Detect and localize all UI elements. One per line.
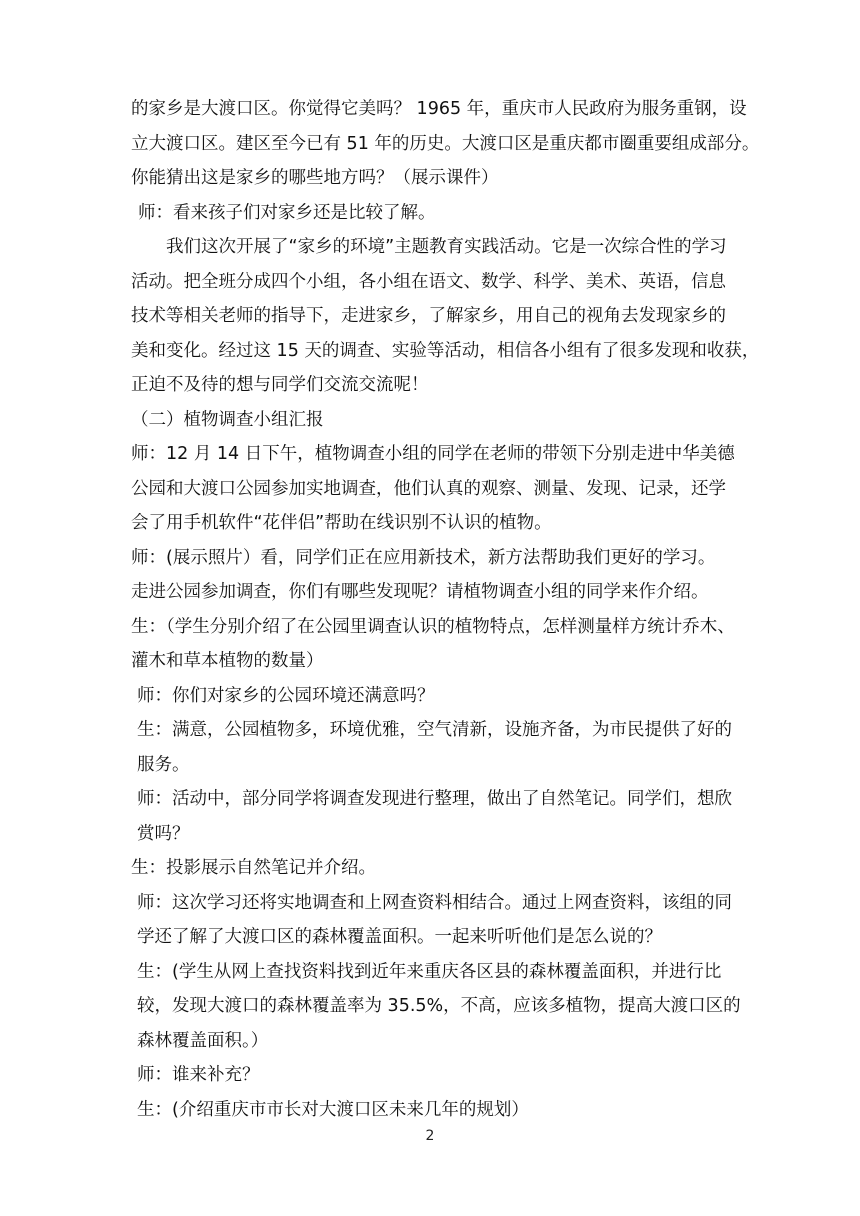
page-number: 2	[425, 1128, 435, 1144]
text-line: 技术等相关老师的指导下，走进家乡，了解家乡，用自己的视角去发现家乡的	[131, 306, 726, 326]
text-line: 师：(展示照片）看，同学们正在应用新技术，新方法帮助我们更好的学习。	[131, 547, 716, 568]
text-line: 灌木和草本植物的数量）	[131, 651, 324, 671]
text-line: 会了用手机软件“花伴侣”帮助在线识别不认识的植物。	[131, 513, 552, 533]
text-line: 立大渡口区。建区至今已有 51 年的历史。大渡口区是重庆都市圈重要组成部分。	[131, 133, 760, 154]
text-line: 你能猜出这是家乡的哪些地方吗？（展示课件）	[131, 168, 499, 188]
text-line: 师：你们对家乡的公园环境还满意吗？	[137, 685, 435, 706]
text-line: 活动。把全班分成四个小组，各小组在语文、数学、科学、美术、英语，信息	[131, 271, 726, 292]
text-line: 森林覆盖面积。）	[137, 1030, 269, 1051]
text-line: 较，发现大渡口的森林覆盖率为 35.5%，不高，应该多植物，提高大渡口区的	[137, 996, 741, 1016]
text-line: 正迫不及待的想与同学们交流交流呢！	[131, 375, 429, 395]
text-line: 师：看来孩子们对家乡还是比较了解。	[138, 202, 436, 223]
text-line: 学还了解了大渡口区的森林覆盖面积。一起来听听他们是怎么说的？	[137, 927, 662, 947]
text-line: 赏吗？	[137, 823, 190, 844]
text-line: 公园和大渡口公园参加实地调查，他们认真的观察、测量、发现、记录，还学	[131, 478, 726, 499]
text-line: 服务。	[137, 754, 190, 775]
text-line: 师：这次学习还将实地调查和上网查资料相结合。通过上网查资料，该组的同	[137, 892, 732, 913]
text-line: 的家乡是大渡口区。你觉得它美吗？ 1965 年，重庆市人民政府为服务重钢，设	[131, 99, 747, 119]
text-line: 师：活动中，部分同学将调查发现进行整理，做出了自然笔记。同学们，想欣	[137, 789, 732, 809]
text-line: 生：投影展示自然笔记并介绍。	[131, 858, 376, 878]
text-line: 走进公园参加调查，你们有哪些发现呢？请植物调查小组的同学来作介绍。	[131, 582, 709, 602]
text-line: 美和变化。经过这 15 天的调查、实验等活动，相信各小组有了很多发现和收获，	[131, 340, 760, 361]
text-line: 生：（学生分别介绍了在公园里调查认识的植物特点，怎样测量样方统计乔木、	[131, 616, 735, 637]
text-line: 师：12 月 14 日下午，植物调查小组的同学在老师的带领下分别走进中华美德	[131, 444, 735, 464]
paragraph-start-line: 我们这次开展了“家乡的环境”主题教育实践活动。它是一次综合性的学习	[166, 237, 727, 257]
text-line: 生：满意，公园植物多，环境优雅，空气清新，设施齐备，为市民提供了好的	[137, 720, 732, 740]
text-line: 生：(学生从网上查找资料找到近年来重庆各区县的森林覆盖面积，并进行比	[137, 961, 722, 982]
text-line: 生：(介绍重庆市市长对大渡口区未来几年的规划）	[137, 1099, 529, 1120]
text-line: 师：谁来补充？	[137, 1065, 260, 1085]
section-heading: （二）植物调查小组汇报	[131, 409, 324, 430]
page-body	[131, 92, 760, 1127]
